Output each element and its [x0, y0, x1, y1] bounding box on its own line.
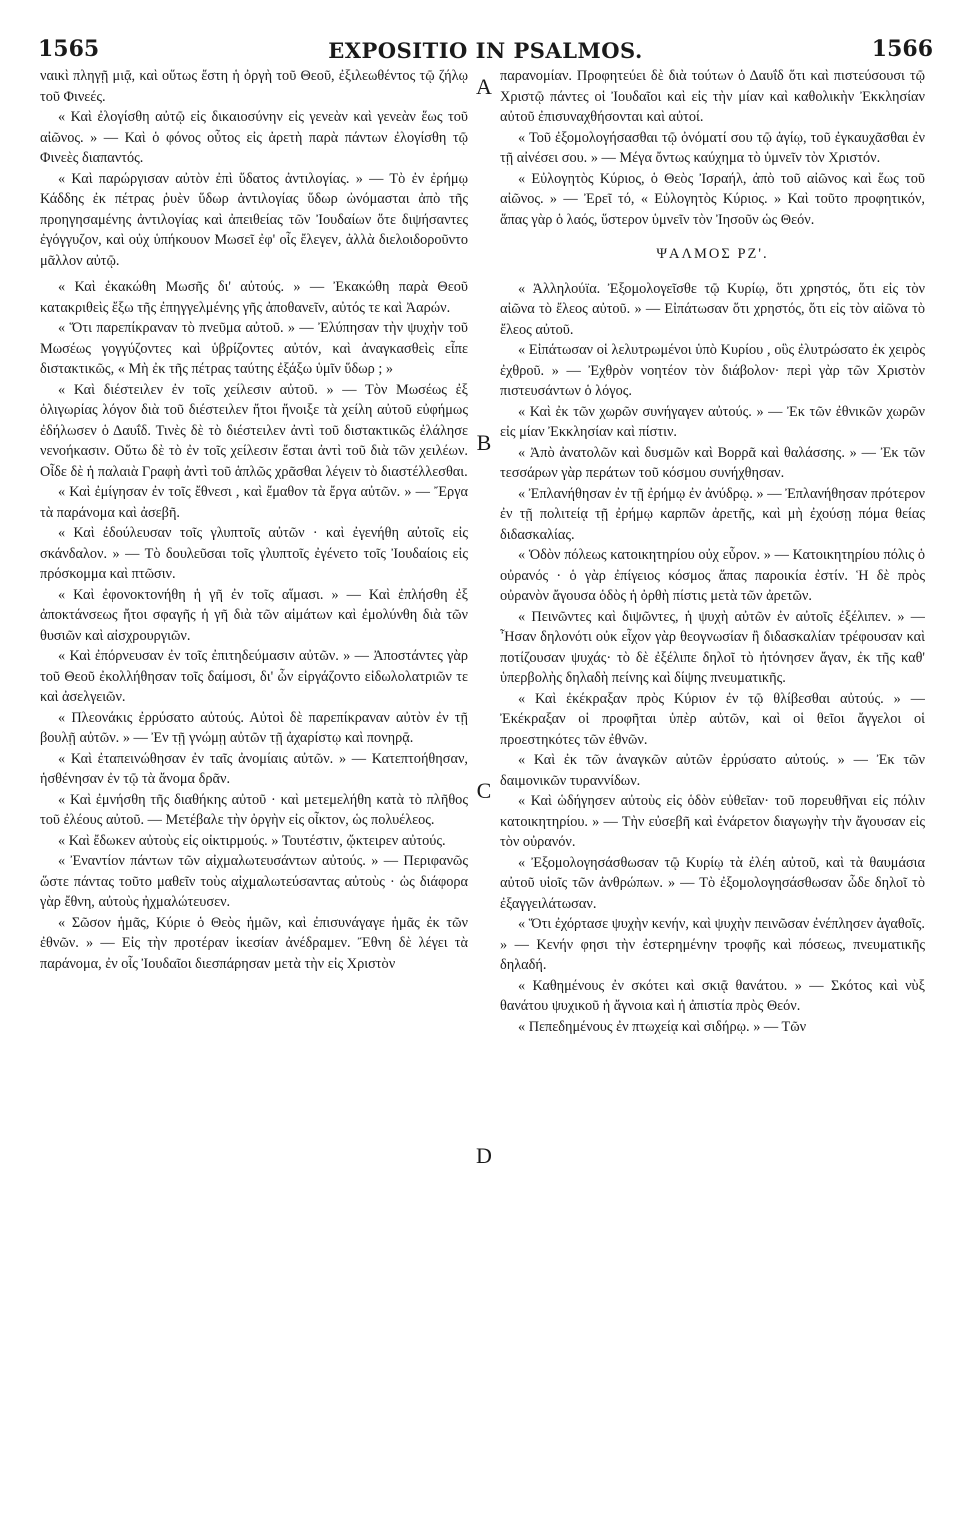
- paragraph: « Καὶ ἔδωκεν αὐτοὺς εἰς οἰκτιρμούς. » Τουτέστιν, ᾤκτειρεν αὐτούς.: [58, 832, 446, 849]
- paragraph: « Σῶσον ἡμᾶς, Κύριε ὁ Θεὸς ἡμῶν, καὶ ἐπισυνάγαγε ἡμᾶς ἐκ τῶν ἐθνῶν. » — Εἰς τὴν προτέραν ἱκεσίαν ἀνέδραμεν. Ἔθνη δὲ λέγει τὰ παράνομα, ἐν οἷς Ἰουδαῖοι διεσπάρησαν μετὰ τὴν εἰς Χριστὸν: [40, 914, 468, 972]
- paragraph: « Καὶ ἐδούλευσαν τοῖς γλυπτοῖς αὐτῶν · καὶ ἐγενήθη αὐτοῖς εἰς σκάνδαλον. » — Τὸ δουλεῦσαι τοῖς γλυπτοῖς ἐγένετο τοῖς Ἰουδαίοις εἰς πρόσκομμα καὶ πτῶσιν.: [40, 525, 468, 582]
- page-number-right: 1566: [871, 36, 933, 62]
- right-column: [500, 66, 925, 1536]
- left-column: [40, 66, 468, 1536]
- paragraph: « Τοῦ ἐξομολογήσασθαι τῷ ὀνόματί σου τῷ ἁγίῳ, τοῦ ἐγκαυχᾶσθαι ἐν τῇ αἰνέσει σου. » — Μέγα ὄντως καύχημα τὸ ὑμνεῖν τὸν Χριστόν.: [500, 129, 925, 166]
- margin-letter-c: C: [476, 778, 492, 803]
- paragraph: « Καθημένους ἐν σκότει καὶ σκιᾷ θανάτου. » — Σκότος καὶ νὺξ θανάτου ψυχικοῦ ἡ ἄγνοια καὶ ἡ ἀπιστία πρὸς Θεόν.: [500, 977, 925, 1014]
- page-number-left: 1565: [38, 36, 100, 62]
- paragraph: « Καὶ παρώργισαν αὐτὸν ἐπὶ ὕδατος ἀντιλογίας. » — Τὸ ἐν ἐρήμῳ Κάδδης ἐκ πέτρας ῥυὲν ὕδωρ ἀντιλογίας ὕδωρ ὠνόμασται ἀπὸ τῆς προηγησαμένης ἀντιλογίας καὶ ἀπειθείας τῶν Ἰουδαίων ὅτε διψήσαντες ἐγόγγυζον, καὶ οὐχ ὑπήκουον Μωσεῖ ἐφ' οἷς ἔλεγεν, ἀλλὰ διελοιδοροῦντο μᾶλλον αὐτῷ.: [40, 170, 468, 269]
- psalm-heading: ΨΑΛΜΟΣ ΡΖ'.: [656, 246, 769, 262]
- running-head: [38, 36, 933, 64]
- margin-letter-b: B: [476, 430, 492, 455]
- paragraph: « Καὶ ἐμνήσθη τῆς διαθήκης αὐτοῦ · καὶ μετεμελήθη κατὰ τὸ πλῆθος τοῦ ἐλέους αὐτοῦ. — Μετέβαλε τὴν ὀργὴν εἰς οἶκτον, ὡς πολυέλεος.: [40, 791, 468, 828]
- paragraph: « Καὶ ἐταπεινώθησαν ἐν ταῖς ἀνομίαις αὐτῶν. » — Κατεπτοήθησαν, ἡσθένησαν ἐν τῷ τὰ ἄνομα δρᾶν.: [40, 750, 468, 787]
- paragraph: « Ἐπλανήθησαν ἐν τῇ ἐρήμῳ ἐν ἀνύδρῳ. » — Ἐπλανήθησαν πρότερον ἐν τῇ πολιτείᾳ τῇ ἐρήμῳ καρπῶν ἀρετῆς, καὶ μὴ ἐχούσῃ πόμα θείας διδασκαλίας.: [500, 485, 925, 543]
- paragraph: « Πεπεδημένους ἐν πτωχείᾳ καὶ σιδήρῳ. » — Τῶν: [518, 1018, 807, 1035]
- paragraph: « Καὶ ἐκέκραξαν πρὸς Κύριον ἐν τῷ θλίβεσθαι αὐτούς. » — Ἐκέκραξαν οἱ προφῆται ὑπὲρ αὐτῶν, καὶ οἱ θεῖοι ἄγγελοι οἱ προεστηκότες τῶν ἐθνῶν.: [500, 690, 925, 748]
- paragraph: « Καὶ ἐκ τῶν ἀναγκῶν αὐτῶν ἐρρύσατο αὐτούς. » — Ἐκ τῶν δαιμονικῶν τυραννίδων.: [500, 752, 925, 789]
- paragraph: παρανομίαν. Προφητεύει δὲ διὰ τούτων ὁ Δαυΐδ ὅτι καὶ πιστεύσουσι τῷ Χριστῷ πάντες οἱ Ἰουδαῖοι καὶ εἰς τὴν μίαν καὶ καθολικὴν Ἐκκλησίαν αὐτοῦ ἐπισυναχθήσονται καὶ αὐτοί.: [500, 68, 925, 125]
- paragraph: « Ἐναντίον πάντων τῶν αἰχμαλωτευσάντων αὐτούς. » — Περιφανῶς ὥστε πάντας τοῦτο μαθεῖν τοὺς αἰχμαλωτεύσαντας αὐτοὺς · ὡς διάφορα γὰρ ἔθνη, αὐτοὺς ἠχμαλώτευσεν.: [40, 853, 468, 910]
- paragraph: « Καὶ ἐφονοκτονήθη ἡ γῆ ἐν τοῖς αἵμασι. » — Καὶ ἐπλήσθη ἐξ ἀποκτάνσεως ἤτοι σφαγῆς ἡ γῆ διὰ τῶν αἱμάτων καὶ ἐμολύνθη διὰ τῶν θυσιῶν καὶ αἰσχρουργιῶν.: [40, 586, 468, 644]
- paragraph: « Ἐξομολογησάσθωσαν τῷ Κυρίῳ τὰ ἐλέη αὐτοῦ, καὶ τὰ θαυμάσια αὐτοῦ υἱοῖς τῶν ἀνθρώπων. » — Τὸ ἐξομολογησάσθωσαν ὧδε δηλοῖ τὸ ἐξαγγειλάτωσαν.: [500, 854, 925, 912]
- paragraph: « Ὁδὸν πόλεως κατοικητηρίου οὐχ εὗρον. » — Κατοικητηρίου πόλις ὁ οὐρανός · ὁ γὰρ ἐπίγειος κόσμος ἅπας παροικία ἐστίν. Ἡ δὲ πρὸς οὐρανὸν ἄγουσα ὁδὸς ἡ ὀρθὴ πίστις μετὰ τῶν ἀρετῶν.: [500, 547, 925, 604]
- paragraph: « Πλεονάκις ἐρρύσατο αὐτούς. Αὐτοὶ δὲ παρεπίκραναν αὐτὸν ἐν τῇ βουλῇ αὐτῶν. » — Ἐν τῇ γνώμῃ αὐτῶν τῇ ἀχαρίστῳ καὶ πονηρᾷ.: [40, 709, 468, 746]
- paragraph: « Εἰπάτωσαν οἱ λελυτρωμένοι ὑπὸ Κυρίου , οὓς ἐλυτρώσατο ἐκ χειρὸς ἐχθροῦ. » — Ἐχθρὸν νοητέον τὸν διάβολον· περὶ γὰρ τῶν Χριστὸν πιστευσάντων ὁ λόγος.: [500, 342, 925, 399]
- paragraph: « Ὅτι ἐχόρτασε ψυχὴν κενήν, καὶ ψυχὴν πεινῶσαν ἐνέπλησεν ἀγαθοῖς. » — Κενήν φησι τὴν ἐστερημένην τροφῆς καὶ πόσεως, πνευματικῆς δηλαδή.: [500, 916, 925, 973]
- paragraph: « Εὐλογητὸς Κύριος, ὁ Θεὸς Ἰσραήλ, ἀπὸ τοῦ αἰῶνος καὶ ἕως τοῦ αἰῶνος. » — Ἐρεῖ τό, « Εὐλογητὸς Κύριος. » Καὶ τοῦτο προφητικόν, ἅπας γὰρ ὁ λαός, ὕστερον ὑμνεῖν τὸν Ἰησοῦν ὡς Θεόν.: [500, 170, 925, 228]
- paragraph: « Καὶ ἐκακώθη Μωσῆς δι' αὐτούς. » — Ἐκακώθη παρὰ Θεοῦ κατακριθεὶς ἔξω τῆς ἐπηγγελμένης γῆς ἀποθανεῖν, αὐτός τε καὶ Ἀαρών.: [40, 279, 468, 316]
- paragraph: « Καὶ διέστειλεν ἐν τοῖς χείλεσιν αὐτοῦ. » — Τὸν Μωσέως ἐξ ὀλιγωρίας λόγον διὰ τοῦ διέστειλεν ἤτοι ἤνοιξε τὰ χείλη αὐτοῦ εὐφήμως ἐδήλωσεν ὁ Δαυΐδ. Τινὲς δὲ τὸ διέστειλεν ἀντὶ τοῦ διστακτικῶς ἐλάλησε νενοήκασιν. Οὕτω δὲ τὸ ἐν τοῖς χείλεσιν ἔσται ἀντὶ τοῦ διὰ τῶν χειλέων. Οἶδε δὲ ἡ παλαιὰ Γραφὴ ἀντὶ τοῦ ἁπλῶς χρᾶσθαι λέγειν τὸ διαστέλλεσθαι.: [40, 381, 468, 480]
- paragraph: « Καὶ ἐπόρνευσαν ἐν τοῖς ἐπιτηδεύμασιν αὐτῶν. » — Ἀποστάντες γὰρ τοῦ Θεοῦ ἐκολλήθησαν τοῖς δαίμοσι, δι' ὧν εἰργάζοντο εἰδωλολατριῶν τε καὶ ἀσελγειῶν.: [40, 648, 468, 705]
- paragraph: « Ὅτι παρεπίκραναν τὸ πνεῦμα αὐτοῦ. » — Ἐλύπησαν τὴν ψυχὴν τοῦ Μωσέως γογγύζοντες καὶ ὑβρίζοντες αὐτόν, καὶ ἀναγκασθεὶς εἶπε διστακτικῶς, « Μὴ ἐκ τῆς πέτρας ταύτης ἐξάξω ὑμῖν ὕδωρ ; »: [40, 320, 468, 377]
- paragraph: ναικὶ πληγῇ μιᾷ, καὶ οὕτως ἔστη ἡ ὀργὴ τοῦ Θεοῦ, ἐξιλεωθέντος τῷ ζήλῳ τοῦ Φινεές.: [40, 68, 468, 105]
- paragraph: « Καὶ ἐλογίσθη αὐτῷ εἰς δικαιοσύνην εἰς γενεὰν καὶ γενεὰν ἕως τοῦ αἰῶνος. » — Καὶ ὁ φόνος οὗτος εἰς ἀρετὴ παρὰ πάντων ἐλογίσθη τῷ Φινεὲς διαπαντός.: [40, 109, 468, 166]
- paragraph: « Ἀλληλούϊα. Ἐξομολογεῖσθε τῷ Κυρίῳ, ὅτι χρηστός, ὅτι εἰς τὸν αἰῶνα τὸ ἔλεος αὐτοῦ. » — Εἰπάτωσαν ὅτι χρηστός, ὅτι εἰς τὸν αἰῶνα τὸ ἔλεος αὐτοῦ.: [500, 280, 925, 338]
- page-title: EXPOSITIO IN PSALMOS.: [328, 38, 643, 63]
- margin-letter-a: A: [476, 74, 492, 99]
- paragraph: « Ἀπὸ ἀνατολῶν καὶ δυσμῶν καὶ Βορρᾶ καὶ θαλάσσης. » — Ἐκ τῶν τεσσάρων γὰρ περάτων τοῦ κόσμου συνήχθησαν.: [500, 444, 925, 481]
- paragraph: « Καὶ ἐμίγησαν ἐν τοῖς ἔθνεσι , καὶ ἔμαθον τὰ ἔργα αὐτῶν. » — Ἔργα τὰ παράνομα καὶ ἀσεβῆ.: [40, 484, 468, 521]
- paragraph: « Πεινῶντες καὶ διψῶντες, ἡ ψυχὴ αὐτῶν ἐν αὐτοῖς ἐξέλιπεν. » — Ἦσαν δηλονότι οὐκ εἶχον γὰρ θεογνωσίαν ἢ διδασκαλίαν τρέφουσαν καὶ ποτίζουσαν ψυχάς· τὸ δὲ ἐξέλιπε δηλοῖ τὸ ἠτόνησεν ἄγαν, ἐκ τῆς καθ' ὑπερβολὴς δηλαδὴ πείνης καὶ δίψης πνευματικῆς.: [500, 608, 925, 686]
- paragraph: « Καὶ ἐκ τῶν χωρῶν συνήγαγεν αὐτούς. » — Ἐκ τῶν ἐθνικῶν χωρῶν εἰς μίαν Ἐκκλησίαν καὶ πίστιν.: [500, 403, 925, 440]
- margin-letter-d: D: [476, 1143, 492, 1168]
- paragraph: « Καὶ ὡδήγησεν αὐτοὺς εἰς ὁδὸν εὐθεῖαν· τοῦ πορευθῆναι εἰς πόλιν κατοικητηρίου. » — Τὴν εὐσεβῆ καὶ ἐνάρετον διαγωγὴν τὴν ἄγουσαν εἰς τὸν οὐρανόν.: [500, 793, 925, 850]
